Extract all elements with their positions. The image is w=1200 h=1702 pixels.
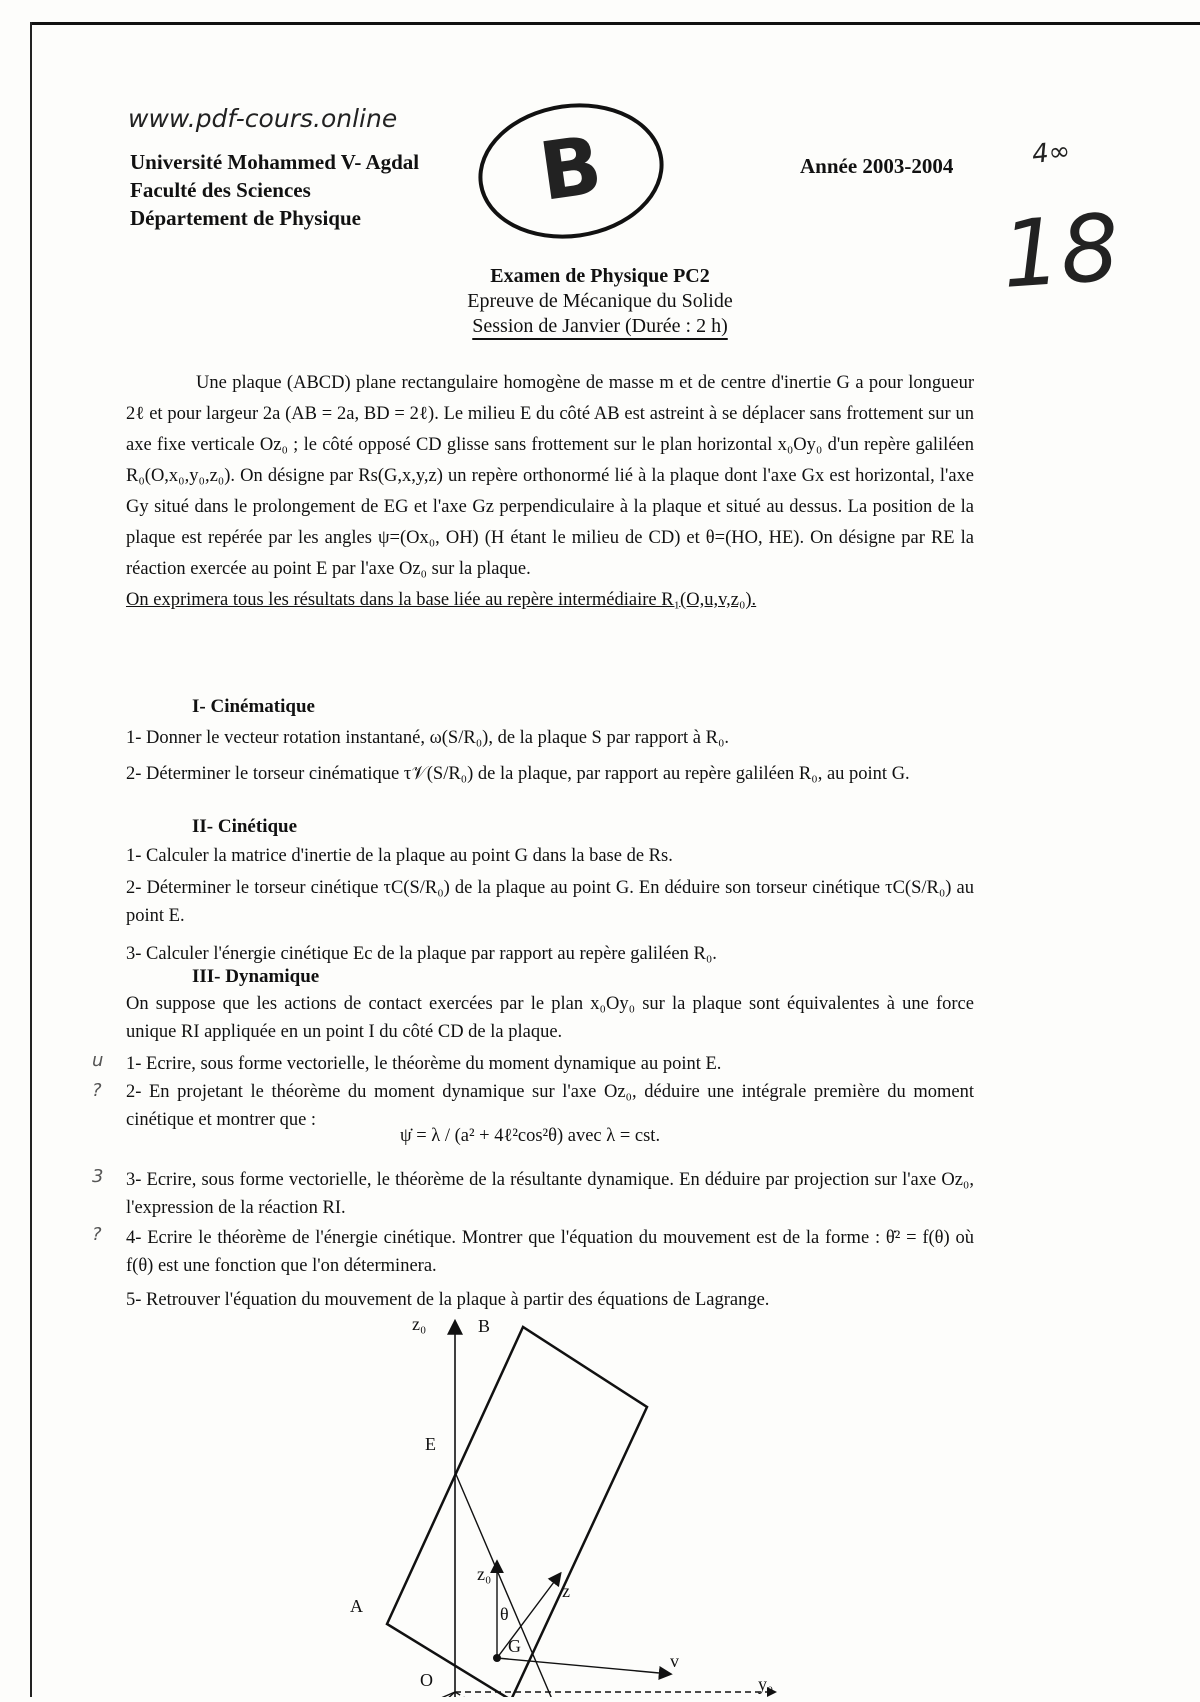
question-3-3: 3- Ecrire, sous forme vectorielle, le théorème de la résultante dynamique. En déduire par projection sur l'axe Oz₀, l'expression de la réaction RI. [126, 1170, 974, 1218]
label-z: z [562, 1581, 570, 1601]
label-v: v [670, 1651, 679, 1671]
margin-mark-3: 3 [92, 1166, 104, 1187]
x-vector [385, 1692, 455, 1697]
section-title-cinematique: I- Cinématique [192, 696, 315, 717]
plate-figure [350, 1312, 810, 1697]
label-theta: θ [500, 1604, 509, 1624]
label-y0: y₀ [758, 1674, 774, 1694]
question-3-2: 2- En projetant le théorème du moment dynamique sur l'axe Oz₀, déduire une intégrale première du moment cinétique et montrer que : [126, 1082, 974, 1130]
margin-mark-2: ? [92, 1080, 102, 1101]
oh-line [455, 1692, 581, 1697]
intro-paragraph: Une plaque (ABCD) plane rectangulaire homogène de masse m et de centre d'inertie G a pour longueur 2ℓ et pour largeur 2a (AB = 2a, BD = 2ℓ). Le milieu E du côté AB est astreint à se déplacer sans frottement sur un axe fixe verticale Oz₀ ; le côté opposé CD glisse sans frottement sur le plan horizontal x₀Oy₀ d'un repère galiléen R₀(O,x₀,y₀,z₀). On désigne par Rs(G,x,y,z) un repère orthonormé lié à la plaque dont l'axe Gx est horizontal, l'axe Gy situé dans le prolongement de EG et l'axe Gz perpendiculaire à la plaque et situé au dessus. La position de la plaque est repérée par les angles ψ=(Ox₀, OH) (H étant le milieu de CD) et θ=(HO, HE). On désigne par RE la réaction exercée au point E par l'axe Oz₀ sur la plaque. [126, 373, 974, 579]
label-z0b: z₀ [477, 1564, 492, 1584]
handwritten-grade-letter: B [470, 92, 673, 251]
section-title-dynamique: III- Dynamique [192, 966, 320, 987]
label-b: B [478, 1316, 491, 1336]
question-2-2: 2- Déterminer le torseur cinétique τC(S/R₀) de la plaque au point G. En déduire son torseur cinétique τC(S/R₀) au point E. [126, 878, 974, 926]
question-1-2: 2- Déterminer le torseur cinématique τ𝒱(S/R₀) de la plaque, par rapport au repère galiléen R₀, au point G. [126, 764, 910, 784]
exam-subject: Epreuve de Mécanique du Solide [467, 290, 733, 312]
exam-session: Session de Janvier (Durée : 2 h) [472, 315, 728, 337]
page-top-border [30, 22, 1200, 25]
university-name: Université Mohammed V- Agdal [130, 150, 420, 174]
exam-title: Examen de Physique PC2 [490, 265, 710, 287]
question-2-3: 3- Calculer l'énergie cinétique Ec de la plaque par rapport au repère galiléen R₀. [126, 944, 717, 964]
academic-year: Année 2003-2004 [800, 154, 954, 178]
label-o: O [420, 1670, 433, 1690]
exam-titles [0, 264, 1200, 339]
watermark: www.pdf-cours.online [128, 104, 398, 133]
handwritten-mark-big: 18 [998, 194, 1123, 309]
question-3-2-formula: ψ̇ = λ / (a² + 4ℓ²cos²θ) avec λ = cst. [400, 1126, 661, 1146]
question-3-4: 4- Ecrire le théorème de l'énergie cinétique. Montrer que l'équation du mouvement est de la forme : θ̇² = f(θ) où f(θ) est une fonction que l'on déterminera. [126, 1228, 974, 1276]
problem-statement [126, 368, 974, 616]
label-z0: z₀ [412, 1314, 427, 1334]
institution-block [130, 148, 419, 232]
plate-diagram [350, 1312, 810, 1697]
margin-mark-1: u [92, 1050, 104, 1071]
label-g: G [508, 1636, 521, 1656]
label-e: E [425, 1434, 436, 1454]
question-3-5: 5- Retrouver l'équation du mouvement de la plaque à partir des équations de Lagrange. [126, 1290, 770, 1310]
faculty-name: Faculté des Sciences [130, 178, 311, 202]
intro-instruction: On exprimera tous les résultats dans la base liée au repère intermédiaire R₁(O,u,v,z₀). [126, 590, 757, 610]
handwritten-mark-small: 4∞ [1030, 136, 1072, 170]
section-title-cinetique: II- Cinétique [192, 816, 298, 837]
question-3-1: 1- Ecrire, sous forme vectorielle, le théorème du moment dynamique au point E. [126, 1054, 722, 1074]
label-a: A [350, 1596, 363, 1616]
question-1-1: 1- Donner le vecteur rotation instantané, ω(S/R₀), de la plaque S par rapport à R₀. [126, 728, 730, 748]
dynamique-intro: On suppose que les actions de contact exercées par le plan x₀Oy₀ sur la plaque sont équivalentes à une force unique RI appliquée en un point I du côté CD de la plaque. [126, 994, 974, 1042]
x0-axis [365, 1692, 455, 1697]
department-name: Département de Physique [130, 206, 361, 230]
question-2-1: 1- Calculer la matrice d'inertie de la plaque au point G dans la base de Rs. [126, 846, 673, 866]
margin-mark-4: ? [92, 1224, 102, 1245]
